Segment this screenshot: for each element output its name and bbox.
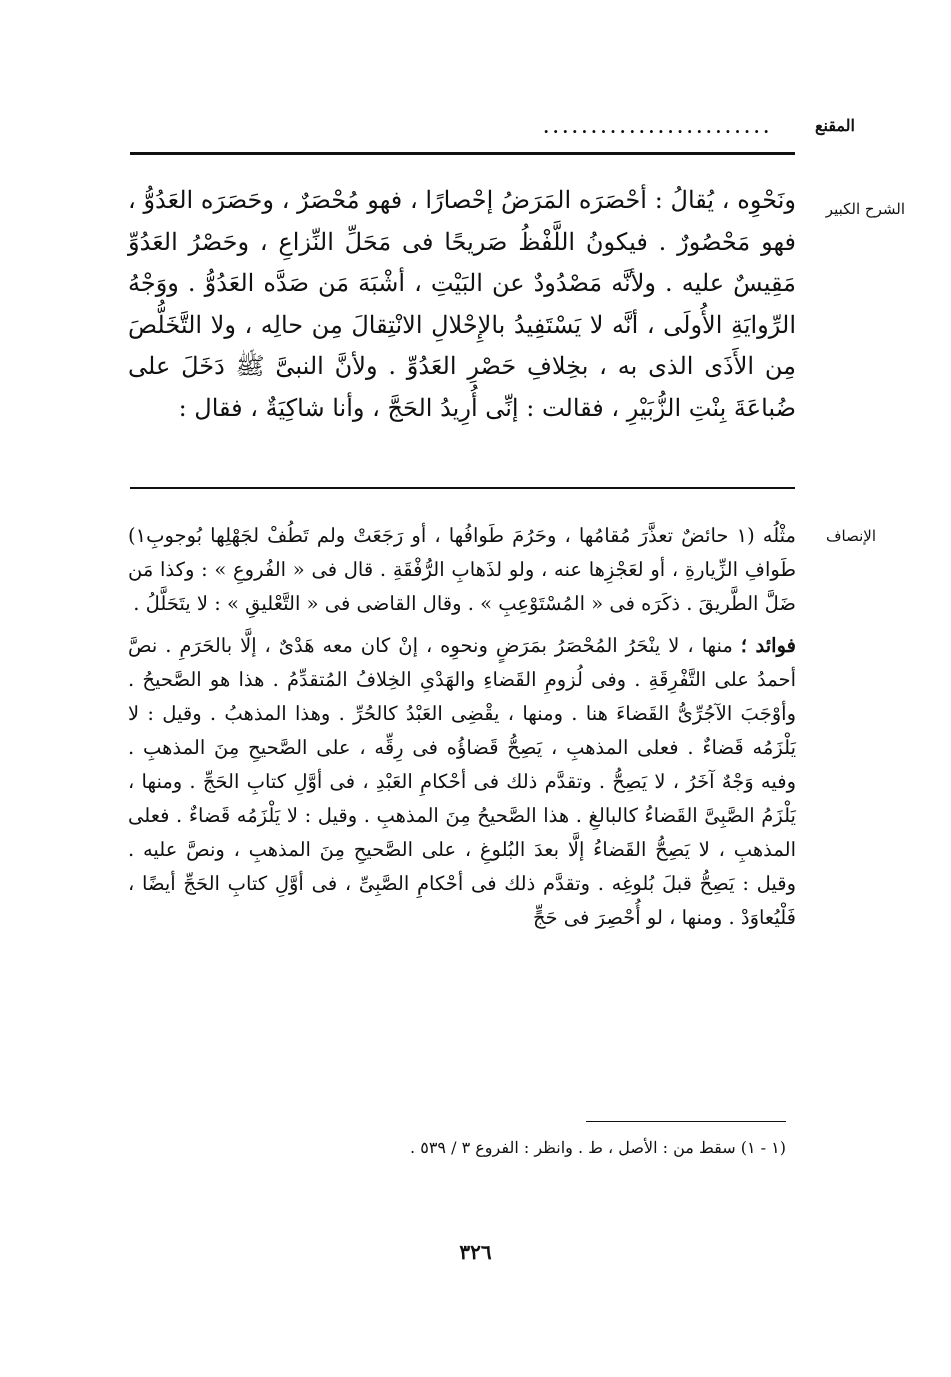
page-number: ٣٢٦: [459, 1240, 492, 1264]
margin-label-sharh: الشرح الكبير: [825, 200, 905, 218]
insaf-text-block: [128, 519, 796, 943]
running-header: [140, 116, 855, 146]
section-divider: [130, 487, 795, 489]
header-rule: [130, 152, 795, 155]
sharh-paragraph: ونَحْوِه ، يُقالُ : أحْصَرَه المَرَضُ إحْصارًا ، فهو مُحْصَرٌ ، وحَصَرَه العَدُوُّ ، فهو مَحْصُورٌ . فيكونُ اللَّفْظُ صَريحًا فى مَحَلِّ النِّزاعِ ، وحَصْرُ العَدُوِّ مَقِيسٌ عليه . ولأنَّه مَصْدُودٌ عن البَيْتِ ، أشْبَهَ مَن صَدَّه العَدُوُّ . ووَجْهُ الرِّوايَةِ الأُولَى ، أنَّه لا يَسْتَفِيدُ بالإِحْلالِ الانْتِقالَ مِن حالِه ، ولا التَّخَلُّصَ مِن الأَذَى الذى به ، بخِلافِ حَصْرِ العَدُوِّ . ولأنَّ النبىَّ ﷺ دَخَلَ على ضُباعَةَ بِنْتِ الزُّبَيْرِ ، فقالت : إنِّى أُرِيدُ الحَجَّ ، وأنا شاكِيَةٌ ، فقال :: [128, 186, 796, 422]
footnote-rule: [586, 1121, 786, 1122]
insaf-paragraph-1: مثْلُه (١ حائضٌ تعذَّرَ مُقامُها ، وحَرُمَ طَوافُها ، أو رَجَعَتْ ولم تَطُفْ لجَهْلِها بُوجوبِ١) طَوافِ الزِّيارةِ ، أو لعَجْزِها عنه ، ولو لذَهابِ الرُّفْقَةِ . قال فى « الفُروعِ » : وكذا مَن ضَلَّ الطَّريقَ . ذكَرَه فى « المُسْتَوْعِبِ » . وقال القاضى فى « التَّعْليقِ » : لا يتَحَلَّلُ .: [128, 524, 797, 615]
fawaid-label: فوائد ؛: [740, 634, 796, 657]
insaf-paragraph-2: [128, 629, 796, 935]
margin-label-insaf: الإنصاف: [825, 527, 876, 545]
footnote: (١ - ١) سقط من : الأصل ، ط . وانظر : الفروع ٣ / ٥٣٩ .: [410, 1138, 786, 1157]
sharh-text-block: [128, 180, 796, 429]
header-title: المقنع: [814, 116, 855, 135]
header-dotted-leader: ........................: [543, 118, 773, 137]
fawaid-text: منها ، لا ينْحَرُ المُحْصَرُ بمَرَضٍ ونحوِه ، إنْ كان معه هَدْىٌ ، إلَّا بالحَرَمِ . نصَّ أحمدُ على التَّفْرِقَةِ . وفى لُزومِ القَضاءِ والهَدْىِ الخِلافُ المُتقدِّمُ . هذا هو الصَّحيحُ . وأوْجَبَ الآجُرِّىُّ القَضاءَ هنا . ومنها ، يقْضِى العَبْدُ كالحُرِّ . وهذا المذهبُ . وقيل : لا يَلْزَمُه قَضاءٌ . فعلى المذهبِ ، يَصِحُّ قَضاؤُه فى رِقِّه ، على الصَّحيحِ مِنَ المذهبِ . وفيه وَجْهٌ آخَرُ ، لا يَصِحُّ . وتقدَّم ذلك فى أحْكامِ العَبْدِ ، فى أوَّلِ كتابِ الحَجِّ . ومنها ، يَلْزَمُ الصَّبِىَّ القَضاءُ كالبالغِ . هذا الصَّحيحُ مِنَ المذهبِ . وقيل : لا يَلْزَمُه قَضاءٌ . فعلى المذهبِ ، لا يَصِحُّ القَضاءُ إلَّا بعدَ البُلوغِ ، على الصَّحيحِ مِنَ المذهبِ ، ونصَّ عليه . وقيل : يَصِحُّ قبلَ بُلوغِه . وتقدَّم ذلك فى أحْكامِ الصَّبِىِّ ، فى أوَّلِ كتابِ الحَجِّ أيضًا ، فَلْيُعاوَدْ . ومنها ، لو أُحْصِرَ فى حَجٍّ: [128, 634, 797, 929]
